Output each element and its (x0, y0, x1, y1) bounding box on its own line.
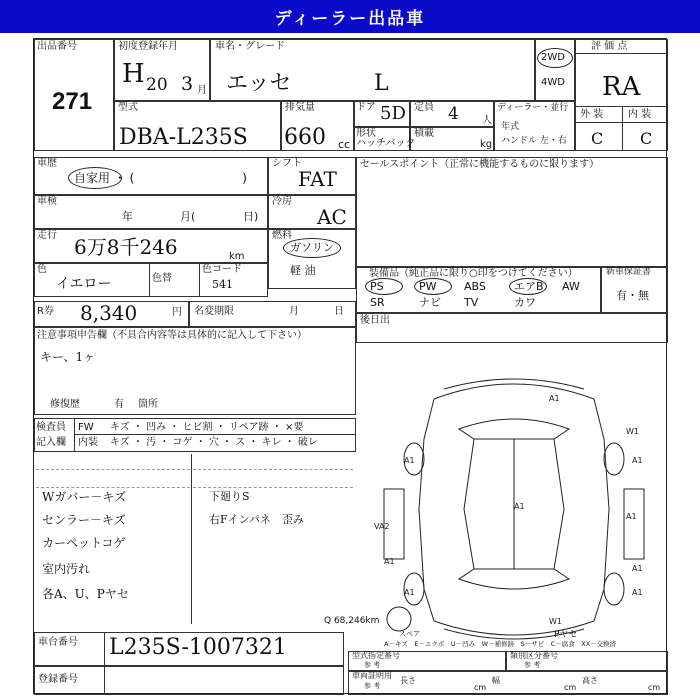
dealer-handle-label: ハンドル 左・右 (501, 136, 567, 146)
remark-line: 下廻りS (209, 490, 250, 503)
vehicle-cert-height: 高さ (582, 676, 598, 685)
color-code-label: 色コード (202, 264, 242, 275)
car-name-label: 車名・グレード (215, 41, 285, 52)
repair-bracket: 箇所 (138, 399, 158, 410)
inspection-label: 車検 (37, 196, 57, 207)
displacement-unit: cc (338, 138, 351, 151)
aircon-value: AC (317, 205, 347, 229)
notes-label: 注意事項申告欄（不具合内容等は具体的に記入して下さい） (37, 330, 307, 341)
remark-line: 右Fインパネ 歪み (209, 513, 304, 526)
car-damage-diagram (364, 359, 664, 659)
auction-sheet (33, 38, 667, 694)
rating-value: RA (602, 72, 641, 102)
shape-value: ハッチバック (356, 138, 416, 149)
car-grade: L (374, 71, 389, 96)
equipment-item: エアB (514, 280, 544, 293)
shape-label: 形状 (356, 128, 376, 139)
capacity-unit: 人 (482, 115, 492, 126)
vehicle-cert-label: 車両証明用 (352, 671, 392, 680)
color-value: イエロー (56, 276, 112, 292)
shift-label: シフト (272, 158, 302, 169)
damage-mark: A1 (404, 588, 415, 597)
vehicle-cert-cell (348, 671, 668, 695)
inspection-day: 日) (243, 210, 259, 223)
aircon-label: 冷房 (272, 196, 292, 207)
equipment-item: PS (370, 280, 384, 293)
first-reg-era: H (122, 59, 145, 89)
car-rear-window (459, 569, 569, 589)
damage-mark: A1 (514, 502, 525, 511)
displacement-label: 排気量 (285, 102, 315, 113)
banner-title: ディーラー出品車 (0, 0, 700, 33)
equipment-item: ナビ (419, 296, 441, 309)
repair-value: 有 (114, 399, 124, 410)
color-label: 色 (37, 264, 47, 275)
spare-tire (387, 607, 411, 631)
rating-interior: C (640, 129, 653, 148)
remark-line: センラー－キズ (42, 513, 126, 527)
equipment-item: カワ (514, 296, 536, 309)
type-cert-label: 型式指定番号 (352, 651, 400, 660)
wheel-front-right (604, 443, 624, 475)
car-windshield (459, 419, 569, 439)
equipment-item: ABS (464, 280, 486, 293)
diagram-mileage-note: Q 68,246km (324, 616, 380, 626)
first-reg-month-unit: 月 (197, 85, 207, 96)
vehicle-cert-height-unit: cm (648, 683, 661, 692)
dealer-label: ディーラー・並行 (497, 103, 569, 113)
rating-exterior-label: 外 装 (580, 109, 604, 120)
damage-mark: A1 (632, 564, 643, 573)
title-deadline-month: 月 (289, 306, 299, 317)
class-cert-sub: 参 考 (524, 661, 541, 669)
equipment-item: AW (562, 280, 580, 293)
inspection-month: 月( (180, 210, 196, 223)
damage-mark: A1 (384, 557, 395, 566)
inspector-label: 検査員 (36, 422, 66, 433)
inspection-year: 年 (122, 210, 133, 223)
notes-line1: キー、1ヶ (40, 350, 96, 364)
equipment-item: PW (419, 280, 437, 293)
diagram-bottom-note: Pヤセ (554, 630, 578, 640)
drive-2wd: 2WD (541, 52, 565, 63)
damage-mark: A1 (549, 394, 560, 403)
mileage-unit: km (229, 251, 245, 262)
vehicle-cert-width-unit: cm (564, 683, 577, 692)
lot-label: 出品番号 (37, 41, 77, 52)
color-code: 541 (212, 278, 233, 291)
mileage-value: 6万8千246 (74, 235, 178, 259)
right-side-panel (624, 489, 644, 559)
history-options: 自家用 ・ ( ) (74, 171, 247, 185)
equipment-item: TV (464, 296, 479, 309)
displacement-value: 660 (284, 125, 326, 150)
damage-mark: VA2 (374, 522, 390, 531)
sales-point-label: セールスポイント（正常に機能するものに限ります） (360, 159, 600, 170)
inspector-label2: 記入欄 (36, 437, 66, 448)
model-value: DBA-L235S (119, 125, 248, 150)
recycle-value: 8,340 (80, 301, 138, 325)
fuel-label: 燃料 (272, 230, 292, 241)
damage-mark: A1 (626, 512, 637, 521)
inspector-row2: キズ ・ 汚 ・ コゲ ・ 穴 ・ ス ・ キレ ・ 破レ (110, 437, 318, 448)
title-deadline-label: 名変期限 (194, 306, 234, 317)
color-change-label: 色替 (152, 273, 172, 284)
capacity-value: 4 (448, 104, 459, 124)
rear-label: 後日出 (360, 315, 390, 326)
vehicle-cert-length: 長さ (400, 676, 416, 685)
remark-line: 各A、U、Pヤセ (42, 587, 129, 601)
dealer-year-label: 年式 (501, 122, 520, 132)
vehicle-cert-width: 幅 (492, 676, 500, 685)
warranty-label: 新車保証書 (606, 267, 652, 277)
fuel-option2: 軽 油 (290, 264, 316, 277)
fuel-value: ガソリン (290, 241, 334, 254)
inspection-cell (34, 195, 268, 229)
equipment-circle (509, 278, 547, 295)
diagram-spare-note: スペア (399, 630, 420, 638)
load-unit: kg (480, 139, 493, 150)
rating-interior-label: 内 装 (628, 109, 652, 120)
equipment-label: 装備品（純正品に限り○印をつけてください） (369, 268, 578, 279)
remark-line: 室内汚れ (42, 562, 91, 576)
rating-label: 評 価 点 (591, 41, 628, 52)
sales-point-cell (356, 157, 668, 267)
damage-mark: A1 (632, 456, 643, 465)
damage-mark: A1 (404, 456, 415, 465)
class-cert-label: 類別区分番号 (510, 651, 558, 660)
equipment-circle (365, 278, 403, 295)
repair-label: 修復歴 (50, 399, 80, 410)
remark-line: カーペットコゲ (42, 536, 126, 550)
chassis-label: 車台番号 (38, 637, 78, 648)
history-label: 車歴 (37, 158, 57, 169)
chassis-value: L235S-1007321 (109, 635, 287, 660)
recycle-label: R券 (37, 306, 54, 317)
inspector-interior: 内装 (78, 437, 98, 448)
lot-number: 271 (52, 88, 93, 115)
first-reg-label: 初度登録年月 (118, 41, 178, 52)
inspector-fw: FW (78, 422, 94, 433)
equipment-item: SR (370, 296, 385, 309)
car-name: エッセ (226, 71, 292, 96)
rating-exterior: C (591, 129, 604, 148)
wheel-rear-right (604, 573, 624, 605)
remark-line: Wガバー－キズ (42, 490, 127, 504)
inspector-row1: キズ ・ 凹み ・ ヒビ割 ・ リペア跡 ・ ×要 (110, 422, 304, 433)
damage-mark: W1 (549, 617, 562, 626)
damage-mark: A1 (632, 588, 643, 597)
mileage-label: 走行 (37, 230, 57, 241)
capacity-label: 定員 (414, 102, 434, 113)
load-label: 積載 (414, 128, 434, 139)
first-reg-year: 20 (146, 75, 168, 95)
reg-number-label: 登録番号 (38, 674, 78, 685)
vehicle-cert-length-unit: cm (474, 683, 487, 692)
doors-value: 5D (380, 103, 406, 124)
first-reg-month: 3 (181, 73, 194, 95)
equipment-circle (414, 278, 452, 295)
vehicle-cert-sub: 参 考 (364, 682, 381, 690)
type-cert-sub: 参 考 (364, 661, 381, 669)
reg-number-cell (34, 666, 344, 695)
rear-cell (356, 313, 668, 343)
recycle-unit: 円 (172, 307, 182, 318)
warranty-value: 有・無 (616, 289, 649, 302)
drive-4wd: 4WD (541, 77, 565, 88)
doors-label: ドア (356, 102, 376, 113)
title-deadline-day: 日 (334, 306, 344, 317)
shift-value: FAT (298, 167, 337, 191)
model-label: 型式 (118, 102, 138, 113)
damage-legend: A－キズ E－エクボ U－凹み W－補修跡 S－サビ C－腐食 XX－交換済 (384, 640, 617, 648)
damage-mark: W1 (626, 427, 639, 436)
